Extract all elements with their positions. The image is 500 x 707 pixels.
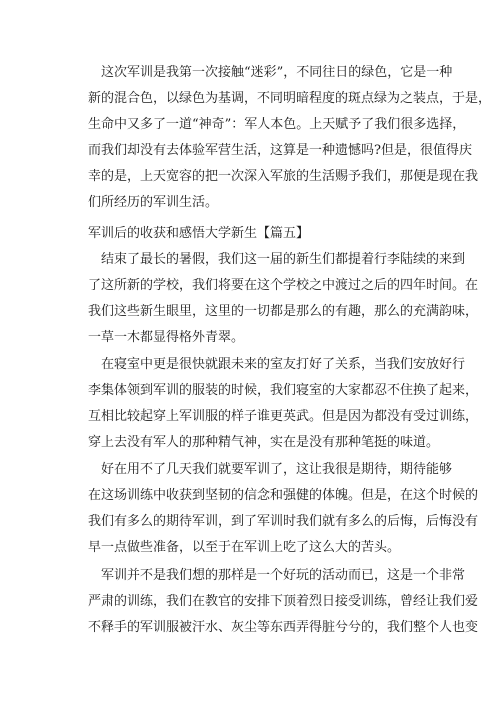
text-line: 好在用不了几天我们就要军训了，这让我很是期待，期待能够 — [101, 462, 453, 477]
paragraph-2 — [88, 247, 479, 351]
text-line: 生命中又多了一道“神奇”：军人本色。上天赋予了我们很多选择， — [88, 117, 466, 132]
text-line: 互相比较起穿上军训服的样子谁更英武。但是因为都没有受过训练， — [88, 409, 479, 424]
section-heading — [88, 221, 424, 247]
paragraph-5 — [88, 563, 479, 641]
text-line: 们所经历的军训生活。 — [88, 195, 219, 210]
text-line: 在这场训练中收获到坚韧的信念和强健的体魄。但是，在这个时候的 — [88, 488, 479, 503]
text-line: 结束了最长的暑假，我们这一届的新生们都提着行李陆续的来到 — [101, 252, 466, 267]
text-line: 了这所新的学校，我们将要在这个学校之中渡过之后的四年时间。在 — [88, 278, 479, 293]
text-line: 严肃的训练，我们在教官的安排下顶着烈日接受训练，曾经让我们爱 — [88, 594, 479, 609]
text-line: 幸的是，上天宽容的把一次深入军旅的生活赐予我们，那便是现在我 — [88, 169, 479, 184]
text-line: 这次军训是我第一次接触“迷彩”，不同往日的绿色，它是一种 — [101, 65, 453, 80]
text-line: 在寝室中更是很快就跟未来的室友打好了关系，当我们安放好行 — [101, 357, 466, 372]
paragraph-4 — [88, 457, 479, 561]
text-line: 不释手的军训服被汗水、灰尘等东西弄得脏兮兮的，我们整个人也变 — [88, 620, 479, 635]
text-line: 一草一木都显得格外青翠。 — [88, 330, 245, 345]
text-line: 李集体领到军训的服装的时候，我们寝室的大家都忍不住换了起来， — [88, 383, 479, 398]
text-line: 而我们却没有去体验军营生活，这算是一种遗憾吗?但是，很值得庆 — [88, 143, 472, 158]
text-line: 我们有多么的期待军训，到了军训时我们就有多么的后悔，后悔没有 — [88, 514, 479, 529]
text-line: 我们这些新生眼里，这里的一切都是那么的有趣，那么的充满韵味， — [88, 304, 479, 319]
paragraph-3 — [88, 352, 479, 456]
text-line: 早一点做些准备，以至于在军训上吃了这么大的苦头。 — [88, 540, 401, 555]
text-line: 新的混合色，以绿色为基调，不同明暗程度的斑点绿为之装点，于是， — [88, 91, 492, 106]
text-line: 穿上去没有军人的那种精气神，实在是没有那种笔挺的味道。 — [88, 435, 440, 450]
paragraph-1 — [88, 60, 492, 216]
text-line: 军训并不是我们想的那样是一个好玩的活动而已，这是一个非常 — [101, 568, 466, 583]
heading-text: 军训后的收获和感悟大学新生【篇五】 — [88, 226, 310, 241]
